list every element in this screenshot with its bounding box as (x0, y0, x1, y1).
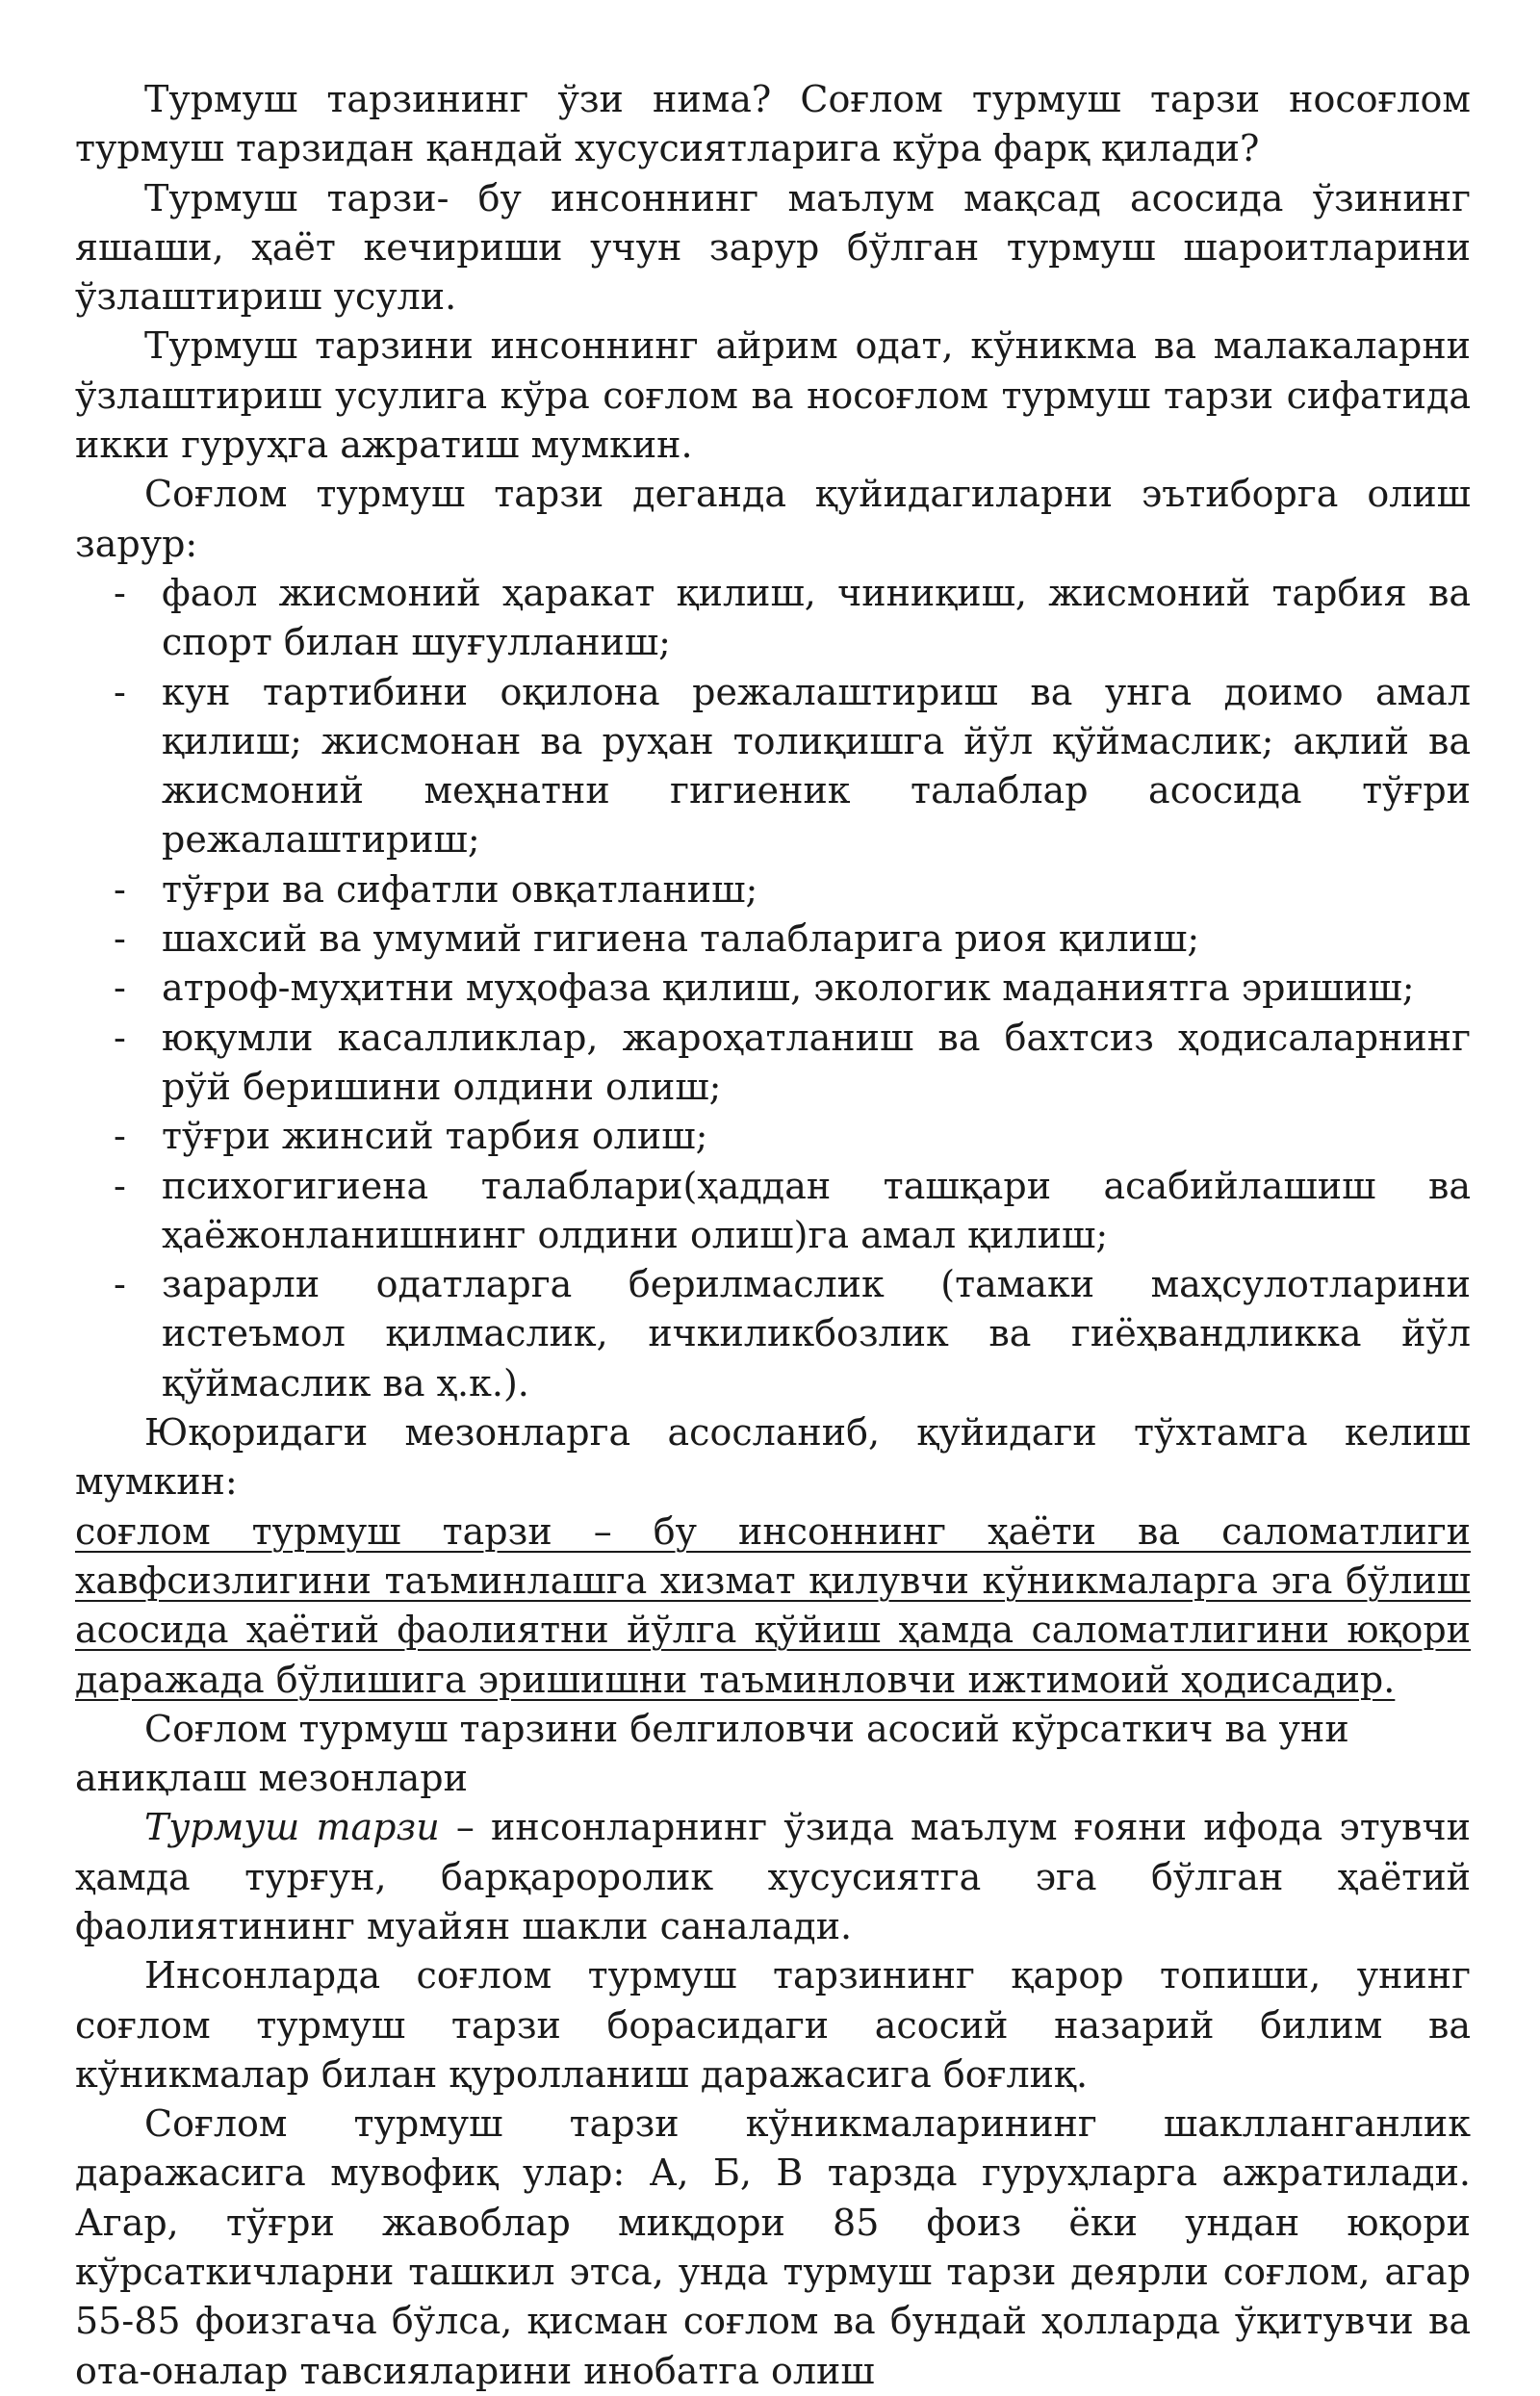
list-item-text: зарарли одатларга берилмаслик (тамаки маҳсулотларини истеъмол қилмаслик, ичкиликбозлик ва гиёҳвандликка йўл қўймаслик ва ҳ.к.). (162, 1263, 1471, 1404)
list-item-text: шахсий ва умумий гигиена талабларига риоя қилиш; (162, 917, 1200, 961)
term-definition-paragraph (75, 1803, 1471, 1951)
list-item (75, 1014, 1471, 1113)
conclusion-intro: Юқоридаги мезонларга асосланиб, қуйидаги тўхтамга келиш мумкин: (75, 1411, 1471, 1504)
list-item-text: психогигиена талаблари(ҳаддан ташқари асабийлашиш ва ҳаёжонланишнинг олдини олиш)га амал қилиш; (162, 1164, 1471, 1256)
list-item (75, 1162, 1471, 1261)
bullet-dash: - (114, 1016, 126, 1059)
bullet-dash: - (114, 917, 126, 961)
section-heading-line1: Соғлом турмуш тарзини белгиловчи асосий кўрсаткич ва уни (144, 1707, 1349, 1750)
formation-paragraph: Инсонларда соғлом турмуш тарзининг қарор топиши, унинг соғлом турмуш тарзи борасидаги асосий назарий билим ва кўникмалар билан қуролланиш даражасига боғлиқ. (75, 1954, 1471, 2096)
list-item (75, 964, 1471, 1013)
list-item (75, 1112, 1471, 1161)
bullet-dash: - (114, 867, 126, 911)
term-italic: Турмуш тарзи (144, 1806, 440, 1849)
section-heading-line2: аниқлаш мезонлари (75, 1757, 468, 1800)
definition-paragraph: Турмуш тарзи- бу инсоннинг маълум мақсад асосида ўзининг яшаши, ҳаёт кечириши учун зарур бўлган турмуш шароитларини ўзлаштириш усули. (75, 176, 1471, 319)
underlined-definition (75, 1507, 1471, 1705)
list-item (75, 569, 1471, 668)
bullet-dash: - (114, 966, 126, 1010)
list-item (75, 865, 1471, 915)
list-item (75, 668, 1471, 865)
bullet-dash: - (114, 670, 126, 713)
groups-paragraph: Соғлом турмуш тарзи кўникмаларининг шаклланганлик даражасига мувофиқ улар: А, Б, В тарзда гуруҳларга ажратилади. Агар, тўғри жавоблар миқдори 85 фоиз ёки ундан юқори кўрсаткичларни ташкил этса, унда турмуш тарзи деярли соғлом, агар 55-85 фоизгача бўлса, қисман соғлом ва бундай ҳолларда ўқитувчи ва ота-оналар тавсияларини инобатга олиш (75, 2102, 1471, 2392)
list-item (75, 915, 1471, 964)
underlined-definition-text: соғлом турмуш тарзи – бу инсоннинг ҳаёти ва саломатлиги хавфсизлигини таъминлашга хизмат қилувчи кўникмаларга эга бўлиш асосида ҳаётий фаолиятни йўлга қўйиш ҳамда саломатлигини юқори даражада бўлишига эришишни таъминловчи ижтимоий ҳодисадир. (75, 1509, 1471, 1701)
bullet-dash: - (114, 1115, 126, 1158)
term-definition-text: – инсонларнинг ўзида маълум ғояни ифода этувчи ҳамда турғун, барқароролик хусусиятга эга бўлган ҳаётий фаолиятининг муайян шакли саналади. (75, 1806, 1471, 1947)
list-item-text: тўғри ва сифатли овқатланиш; (162, 867, 758, 911)
list-item-text: кун тартибини оқилона режалаштириш ва унга доимо амал қилиш; жисмонан ва руҳан толиқишга йўл қўймаслик; ақлий ва жисмоний меҳнатни гигиеник талаблар асосида тўғри режалаштириш; (162, 670, 1471, 862)
classification-paragraph: Турмуш тарзини инсоннинг айрим одат, кўникма ва малакаларни ўзлаштириш усулига кўра соғлом ва носоғлом турмуш тарзи сифатида икки гуруҳга ажратиш мумкин. (75, 324, 1471, 467)
bullet-dash: - (114, 1164, 126, 1207)
list-intro-paragraph: Соғлом турмуш тарзи деганда қуйидагиларни эътиборга олиш зарур: (75, 473, 1471, 565)
question-paragraph: Турмуш тарзининг ўзи нима? Соғлом турмуш тарзи носоғлом турмуш тарзидан қандай хусусиятларига кўра фарқ қилади? (75, 78, 1471, 170)
list-item-text: фаол жисмоний ҳаракат қилиш, чиниқиш, жисмоний тарбия ва спорт билан шуғулланиш; (162, 571, 1471, 664)
list-item-text: юқумли касалликлар, жароҳатланиш ва бахтсиз ҳодисаларнинг рўй беришини олдини олиш; (162, 1016, 1471, 1108)
list-item (75, 1260, 1471, 1408)
bullet-dash: - (114, 571, 126, 614)
list-item-text: тўғри жинсий тарбия олиш; (162, 1115, 708, 1158)
document-page (75, 75, 1471, 2396)
bullet-dash: - (114, 1263, 126, 1306)
section-heading (75, 1705, 1471, 1804)
list-item-text: атроф-муҳитни муҳофаза қилиш, экологик маданиятга эришиш; (162, 966, 1415, 1010)
criteria-list (75, 569, 1471, 1408)
